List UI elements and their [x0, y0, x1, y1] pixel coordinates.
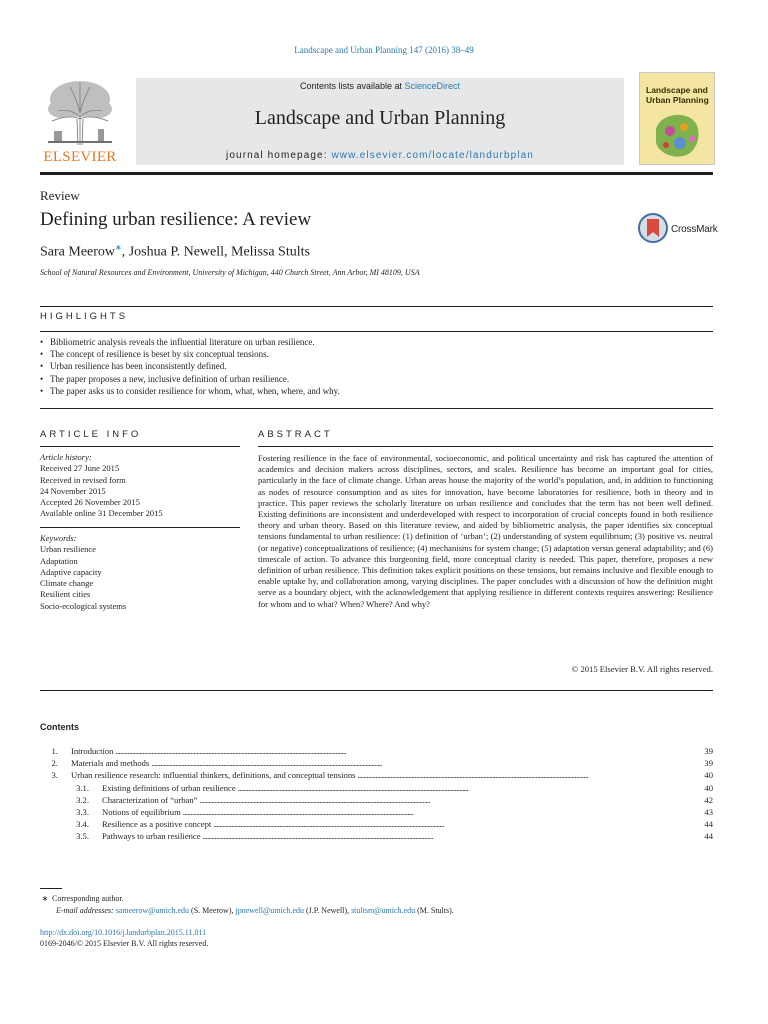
affiliation: School of Natural Resources and Environment, University of Michigan, 440 Church Street, Ann Arbor, MI 48109, USA: [40, 268, 420, 277]
toc-page: 39: [704, 758, 713, 769]
email-owner: (S. Meerow),: [191, 905, 234, 915]
toc-entry[interactable]: [40, 795, 713, 807]
highlight-item: • The paper proposes a new, inclusive definition of urban resilience.: [40, 373, 713, 385]
cover-title-line1: Landscape and: [646, 85, 708, 95]
email-addresses: [40, 905, 713, 917]
journal-title: Landscape and Urban Planning: [254, 107, 506, 129]
toc-title: Characterization of “urban”: [102, 794, 198, 805]
abstract-bottom-rule: [40, 690, 713, 691]
corresponding-note: [40, 893, 713, 905]
issn-copyright: 0169-2046/© 2015 Elsevier B.V. All rights reserved.: [40, 939, 209, 948]
journal-cover-thumbnail[interactable]: [639, 72, 715, 165]
toc-page: 44: [704, 831, 713, 842]
keyword: Urban resilience: [40, 544, 96, 555]
history-line: Received 27 June 2015: [40, 463, 120, 474]
table-of-contents: [40, 746, 713, 844]
email-link-stults[interactable]: stultsm@umich.edu: [351, 905, 416, 915]
toc-leader: [357, 770, 702, 780]
elsevier-logo[interactable]: [40, 77, 120, 167]
toc-entry[interactable]: [40, 783, 713, 795]
toc-leader: [199, 795, 702, 805]
keyword: Resilient cities: [40, 589, 91, 600]
article-history-label: Article history:: [40, 452, 92, 462]
toc-entry[interactable]: [40, 807, 713, 819]
highlights-heading-rule: [40, 331, 713, 332]
toc-entry[interactable]: [40, 770, 713, 782]
toc-entry[interactable]: [40, 746, 713, 758]
toc-page: 44: [704, 819, 713, 830]
masthead-rule: [40, 172, 713, 175]
toc-page: 39: [704, 746, 713, 756]
highlight-item: • The paper asks us to consider resilience for whom, what, when, where, and why.: [40, 385, 713, 397]
abstract-copyright: © 2015 Elsevier B.V. All rights reserved.: [571, 664, 713, 674]
toc-leader: [238, 783, 703, 793]
toc-page: 40: [704, 770, 713, 781]
article-history: [40, 452, 240, 520]
keywords: [40, 533, 240, 612]
email-owner: (J.P. Newell),: [305, 905, 350, 915]
doi-link[interactable]: http://dx.doi.org/10.1016/j.landurbplan.2015.11.011: [40, 928, 207, 937]
contents-prefix: Contents lists available at: [299, 81, 405, 91]
journal-banner: [136, 78, 624, 165]
toc-number: 3.2.: [76, 794, 89, 805]
sciencedirect-link[interactable]: ScienceDirect: [404, 81, 461, 91]
crossmark-label: CrossMark: [671, 224, 718, 235]
keywords-label: Keywords:: [40, 533, 77, 543]
corresponding-label: Corresponding author.: [52, 894, 124, 903]
toc-title: Materials and methods: [71, 758, 150, 769]
history-line: Available online 31 December 2015: [40, 508, 163, 519]
toc-number: 3.3.: [76, 806, 89, 817]
footnote-mark: ∗: [41, 894, 49, 903]
toc-leader: [203, 831, 703, 841]
contents-lists-line: [136, 81, 624, 91]
toc-number: 3.: [51, 770, 58, 781]
doi-block: [40, 927, 208, 949]
keyword: Socio-ecological systems: [40, 600, 127, 611]
toc-number: 3.1.: [76, 782, 89, 793]
toc-leader: [183, 807, 703, 817]
article-type: Review: [40, 188, 80, 203]
article-title: Defining urban resilience: A review: [40, 209, 312, 230]
keyword: Climate change: [40, 578, 94, 589]
contents-heading: Contents: [40, 722, 79, 732]
toc-title: Resilience as a positive concept: [102, 819, 212, 830]
elsevier-wordmark: ELSEVIER: [43, 149, 117, 165]
email-owner: (M. Stults).: [417, 905, 454, 915]
elsevier-tree-icon: [44, 77, 116, 147]
highlight-item: • The concept of resilience is beset by six conceptual tensions.: [40, 348, 713, 360]
toc-entry[interactable]: [40, 819, 713, 831]
cover-title: [646, 85, 710, 105]
email-link-newell[interactable]: jpnewell@umich.edu: [235, 905, 304, 915]
footnote-rule: [40, 888, 62, 889]
cover-map-icon: [650, 109, 704, 159]
highlights-top-rule: [40, 306, 713, 307]
toc-entry[interactable]: [40, 758, 713, 770]
journal-homepage-link[interactable]: www.elsevier.com/locate/landurbplan: [331, 150, 534, 161]
toc-entry[interactable]: [40, 831, 713, 843]
highlight-item: • Urban resilience has been inconsistently defined.: [40, 360, 713, 372]
toc-page: 40: [704, 782, 713, 793]
abstract-rule: [258, 446, 713, 447]
toc-leader: [151, 758, 702, 768]
history-line: Received in revised form: [40, 474, 126, 485]
highlights-heading: HIGHLIGHTS: [40, 311, 129, 322]
highlight-item: • Bibliometric analysis reveals the influential literature on urban resilience.: [40, 336, 713, 348]
email-label: E-mail addresses:: [56, 905, 114, 915]
journal-homepage-line: [136, 150, 624, 161]
toc-title: Pathways to urban resilience: [102, 831, 201, 842]
article-info-rule: [40, 446, 240, 447]
toc-title: Existing definitions of urban resilience: [102, 782, 236, 793]
toc-page: 42: [704, 794, 713, 805]
journal-citation[interactable]: Landscape and Urban Planning 147 (2016) 38–49: [294, 45, 474, 55]
highlights-bottom-rule: [40, 408, 713, 409]
footnote: [40, 893, 713, 916]
email-link-meerow[interactable]: sameerow@umich.edu: [115, 905, 190, 915]
keywords-rule: [40, 527, 240, 528]
history-line: Accepted 26 November 2015: [40, 497, 140, 508]
keyword: Adaptive capacity: [40, 566, 102, 577]
corresponding-author-mark[interactable]: ∗: [115, 243, 122, 252]
crossmark-badge[interactable]: [638, 213, 718, 245]
other-authors: , Joshua P. Newell, Melissa Stults: [121, 244, 310, 260]
toc-number: 3.4.: [76, 819, 89, 830]
cover-title-line2: Urban Planning: [646, 95, 709, 105]
highlights-list: [40, 336, 713, 397]
abstract-text: Fostering resilience in the face of environmental, socioeconomic, and political uncertainty and risk has captured the attention of academics and decision makers across disciplines, sectors, and scales. Resilience has become an important goal for cities, particularly in the face of climate change. Urban areas house the majority of the world’s population, and, in addition to functioning as nodes of resource consumption and as sites for innovation, have become laboratories for resilience, both in theory and in practice. This paper reviews the scholarly literature on urban resilience and concludes that the term has not been well defined. Existing definitions are inconsistent and underdeveloped with respect to incorporation of crucial concepts found in both resilience theory and urban theory. Based on this literature review, and aided by bibliometric analysis, the paper identifies six conceptual tensions fundamental to urban resilience: (1) definition of ‘urban’; (2) understanding of system equilibrium; (3) positive vs. neutral (or negative) conceptualizations of resilience; (4) mechanisms for system change; (5) adaptation versus general adaptability; and (6) timescale of action. To advance this burgeoning field, more conceptual clarity is needed. This paper, therefore, proposes a new definition of urban resilience. This definition takes explicit positions on these tensions, but remains inclusive and flexible enough to enable uptake by, and collaboration among, varying disciplines. The paper concludes with a discussion of how the definition might serve as a boundary object, with the acknowledgement that applying resilience in different contexts requires answering: Resilience for whom and to what? When? Where? And why?: [258, 453, 713, 609]
history-line: 24 November 2015: [40, 485, 106, 496]
toc-title: Introduction: [71, 746, 114, 756]
toc-title: Urban resilience research: influential thinkers, definitions, and conceptual tensions: [71, 770, 356, 781]
toc-number: 2.: [51, 758, 58, 769]
crossmark-icon: [638, 213, 668, 243]
toc-leader: [115, 746, 702, 756]
toc-number: 3.5.: [76, 831, 89, 842]
toc-page: 43: [704, 806, 713, 817]
toc-title: Notions of equilibrium: [102, 806, 181, 817]
keyword: Adaptation: [40, 555, 78, 566]
author-meerow[interactable]: Sara Meerow: [40, 244, 116, 260]
toc-leader: [213, 819, 702, 829]
homepage-prefix: journal homepage:: [226, 150, 332, 161]
author-list: [40, 243, 310, 261]
article-info-heading: ARTICLE INFO: [40, 429, 142, 440]
toc-number: 1.: [51, 746, 58, 756]
abstract-heading: ABSTRACT: [258, 429, 333, 440]
